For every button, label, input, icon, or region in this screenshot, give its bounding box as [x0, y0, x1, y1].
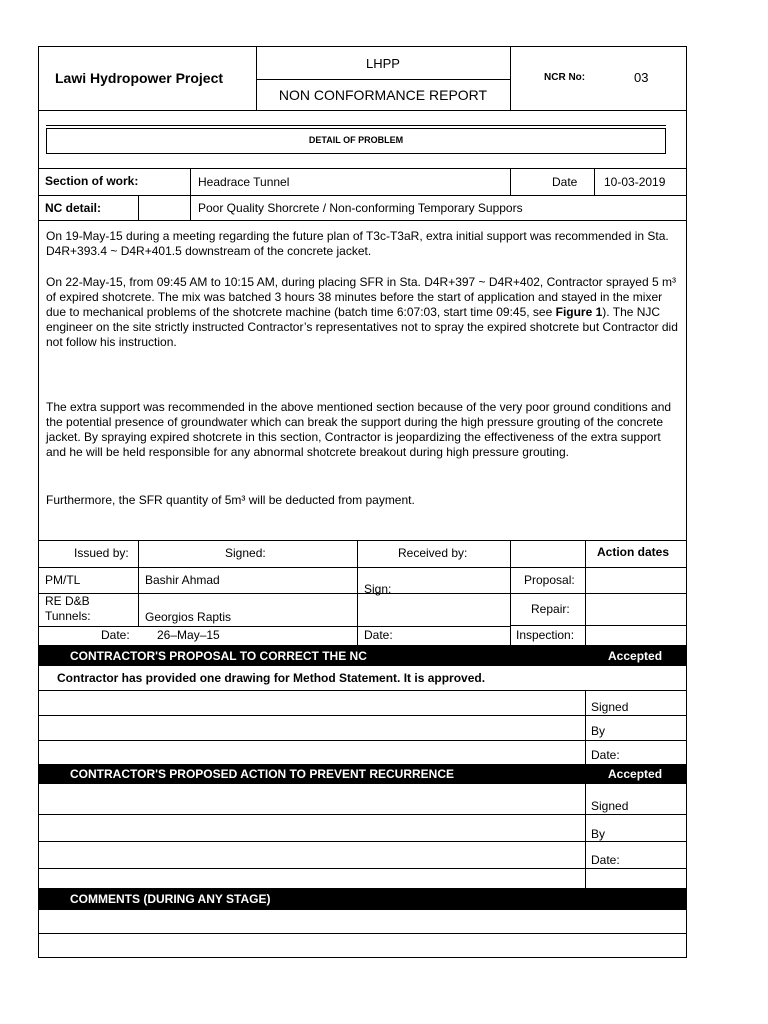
inspection-label: Inspection: — [516, 628, 575, 642]
pmtl-name: Bashir Ahmad — [145, 573, 220, 587]
detail-title: DETAIL OF PROBLEM — [308, 135, 404, 145]
received-by-label: Received by: — [398, 546, 468, 560]
comments-section-bar — [39, 888, 686, 910]
description-p4: Furthermore, the SFR quantity of 5m³ will be deducted from payment. — [46, 493, 415, 507]
section-value: Headrace Tunnel — [198, 175, 290, 189]
proposal-signed-label: Signed — [591, 700, 629, 714]
proposal-label: Proposal: — [524, 573, 575, 587]
pmtl-label: PM/TL — [45, 573, 81, 587]
nc-detail-label: NC detail: — [45, 201, 102, 215]
prevent-accepted-label: Accepted — [608, 767, 663, 781]
project-name: Lawi Hydropower Project — [55, 70, 224, 86]
org-code: LHPP — [366, 56, 400, 71]
received-date-label: Date: — [364, 628, 393, 642]
section-label: Section of work: — [45, 174, 139, 188]
prevent-by-label: By — [591, 827, 606, 841]
proposal-by-label: By — [591, 724, 606, 738]
action-dates-label: Action dates — [597, 545, 670, 559]
description-p3: The extra support was recommended in the above mentioned section because of the very poor ground conditions and the potential presence of groundwater which can break the support during the high pressure grouting of the concrete jacket. By spraying expired shotcrete in this section, Contractor is jeopardizing the effectiveness of the extra support and he will be held responsible for any abnormal shotcrete breakout during high pressure grouting. — [46, 400, 672, 459]
nc-detail-value: Poor Quality Shorcrete / Non-conforming Temporary Suppors — [198, 201, 523, 215]
issued-by-label: Issued by: — [74, 546, 129, 560]
date-value: 10-03-2019 — [604, 175, 666, 189]
date-label: Date — [552, 175, 578, 189]
proposal-accepted-label: Accepted — [608, 649, 663, 663]
comments-section-title: COMMENTS (DURING ANY STAGE) — [70, 892, 271, 906]
description-p2: On 22-May-15, from 09:45 AM to 10:15 AM, during placing SFR in Sta. D4R+397 ~ D4R+402, Contractor sprayed 5 m³ of expired shotcrete. The mix was batched 3 hours 38 minutes before the start of application and stayed in the mixer due to mechanical problems of the shotcrete machine (batch time 6:07:03, start time 09:45, see Figure 1). The NJC engineer on the site strictly instructed Contractor’s representatives not to spray the expired shotcrete but Contractor did not follow his instruction. — [46, 275, 678, 349]
re-name: Georgios Raptis — [145, 610, 232, 624]
proposal-section-bar — [39, 646, 686, 666]
description-p1: On 19-May-15 during a meeting regarding the future plan of T3c-T3aR, extra initial support was recommended in Sta. D4R+393.4 ~ D4R+401.5 downstream of the concrete jacket. — [46, 229, 669, 258]
prevent-signed-label: Signed — [591, 799, 629, 813]
ncr-number-label: NCR No: — [544, 72, 586, 83]
proposal-section-title: CONTRACTOR'S PROPOSAL TO CORRECT THE NC — [70, 649, 367, 663]
proposal-note: Contractor has provided one drawing for Method Statement. It is approved. — [57, 671, 486, 685]
proposal-date-label: Date: — [591, 748, 620, 762]
repair-label: Repair: — [531, 602, 570, 616]
signed-label: Signed: — [225, 546, 266, 560]
issue-date-label: Date: — [101, 628, 130, 642]
issue-date-value: 26–May–15 — [157, 628, 220, 642]
prevent-section-title: CONTRACTOR'S PROPOSED ACTION TO PREVENT RECURRENCE — [70, 767, 454, 781]
prevent-date-label: Date: — [591, 853, 620, 867]
report-title: NON CONFORMANCE REPORT — [278, 87, 488, 103]
ncr-number-value: 03 — [634, 70, 649, 85]
re-label-line1: RE D&B — [45, 594, 90, 608]
sign-label: Sign: — [364, 582, 392, 596]
figure-ref: Figure 1 — [555, 305, 603, 319]
re-label-line2: Tunnels: — [45, 609, 91, 623]
prevent-section-bar — [39, 764, 686, 784]
